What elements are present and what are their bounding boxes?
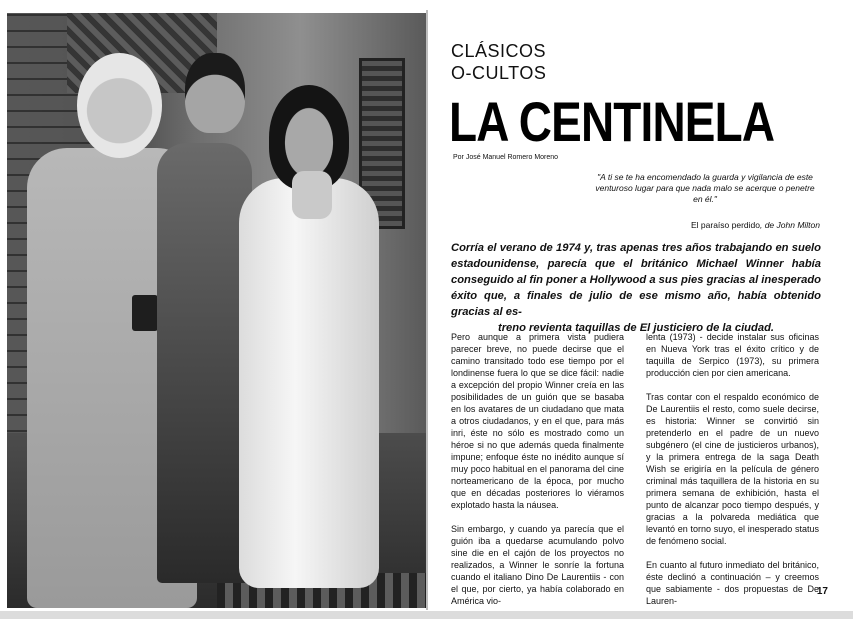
man-head-curly-hair — [77, 53, 162, 158]
epigraph-source-author: , de John Milton — [759, 220, 820, 230]
page-number: 17 — [816, 586, 828, 597]
byline: Por José Manuel Romero Moreno — [453, 154, 559, 161]
kicker-line-2: O-CULTOS — [451, 63, 547, 83]
camera-icon — [132, 295, 158, 331]
lead-text: Corría el verano de 1974 y, tras apenas tres años trabajando en suelo estadounidense, parecía que el británico Michael Winner había conseguido al fin poner a Hollywood a sus pies gracias al inesperado éxito que, a finales de julio de ese mismo año, había obtenido gracias al es- — [451, 242, 821, 318]
body-column-2 — [646, 331, 819, 619]
section-kicker — [451, 40, 651, 84]
man-in-suit — [157, 143, 252, 583]
body-paragraph: Tras contar con el respaldo económico de De Laurentiis el resto, como suele decirse, es historia: Winner se convirtió sin pretenderlo en el padre de un nuevo subgénero (el cine de justicieros urbanos), y la primera entrega de la saga Death Wish se erigiría en la película de género criminal más taquillera de la historia en su primera semana de exhibición, hasta el punto de alcanzar poco tiempo después, y gracias a la polvareda mediática que levantó en torno suyo, el inesperado status de fenómeno social. — [646, 392, 819, 546]
article-headline: LA CENTINELA — [449, 90, 775, 153]
woman-hands — [292, 171, 332, 219]
body-paragraph: Pero aunque a primera vista pudiera parecer breve, no puede decirse que el camino transitado todo ese tiempo por el londinense fuera lo que se dice fácil: nadie a excepción del propio Winner creía en las posibilidades de un guión que se basaba en los avatares de un ciudadano que mata a otros ciudadanos, y en el que, para más inri, éste no sólo es mostrado como un héroe si no que además queda finalmente impune; enfoque éste no inédito aunque sí muy poco habitual en el panorama del cine norteamericano de la época, por mucho que en décadas posteriores lo viéramos explotado hasta la náusea. — [451, 332, 624, 510]
epigraph-quote: "A ti se te ha encomendado la guarda y vigilancia de este venturoso lugar para que nada malo se acerque o penetre en él." — [595, 172, 815, 204]
body-paragraph: Sin embargo, y cuando ya parecía que el guión iba a quedarse acumulando polvo sine die en el cajón de los proyectos no realizados, a Winner le sonríe la fortuna cuando el italiano Dino De Laurentiis - con el que, por cierto, ya había colaborado en América vio- — [451, 524, 624, 606]
body-column-1 — [451, 331, 624, 619]
page-gutter — [426, 10, 428, 610]
man-head-dark-hair — [185, 53, 245, 133]
cast-photograph — [7, 13, 426, 608]
epigraph-source — [600, 220, 820, 230]
lead-paragraph — [451, 240, 821, 336]
kicker-line-1: CLÁSICOS — [451, 41, 547, 61]
epigraph-source-title: El paraíso perdido — [690, 220, 760, 230]
body-paragraph: lenta (1973) - decide instalar sus oficinas en Nueva York tras el éxito crítico y de taquilla de Serpico (1973), su primera producción cien por cien americana. — [646, 332, 819, 378]
body-paragraph: En cuanto al futuro inmediato del británico, éste declinó a continuación – y creemos que sabiamente - dos propuestas de De Lauren- — [646, 560, 819, 606]
woman-in-white-dress — [239, 178, 379, 588]
lead-last-line: treno revienta taquillas de El justiciero de la ciudad. — [497, 322, 775, 334]
